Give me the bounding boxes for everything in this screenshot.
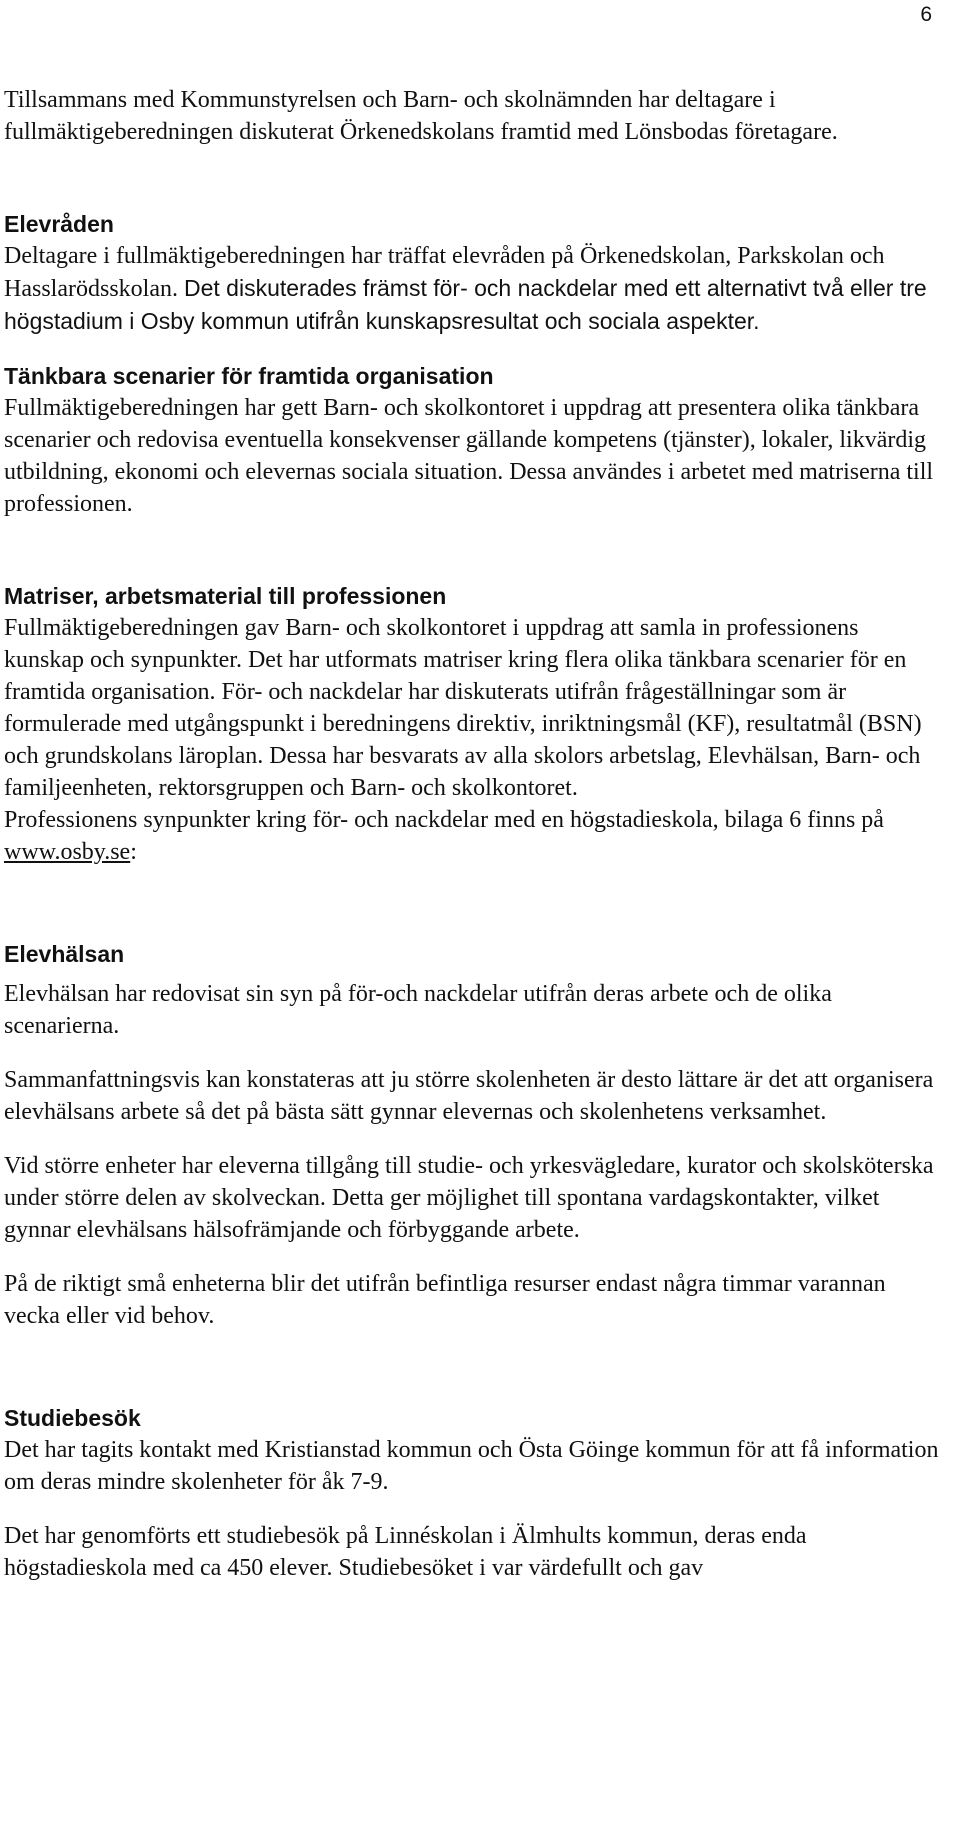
spacer bbox=[4, 1332, 944, 1402]
section-heading-elevraden: Elevråden bbox=[4, 211, 114, 237]
spacer bbox=[4, 1042, 944, 1064]
section-scenarier bbox=[4, 360, 944, 520]
section-elevraden bbox=[4, 208, 944, 338]
matriser-attachment-paragraph bbox=[4, 804, 944, 868]
section-studiebesok bbox=[4, 1402, 944, 1584]
studiebesok-paragraph-2: Det har genomförts ett studiebesök på Linnéskolan i Älmhults kommun, deras enda högstadieskola med ca 450 elever. Studiebesöket i var värdefullt och gav bbox=[4, 1523, 807, 1581]
elevraden-text-sans: Det diskuterades främst för- och nackdelar med ett alternativt två eller tre högstadium i Osby kommun utifrån kunskapsresultat och sociala aspekter. bbox=[4, 275, 927, 334]
elevhalsan-paragraph-1: Elevhälsan har redovisat sin syn på för-och nackdelar utifrån deras arbete och de olika scenarierna. bbox=[4, 981, 832, 1039]
elevhalsan-paragraph-4: På de riktigt små enheterna blir det utifrån befintliga resurser endast några timmar varannan vecka eller vid behov. bbox=[4, 1271, 886, 1329]
studiebesok-paragraph-1: Det har tagits kontakt med Kristianstad kommun och Östa Göinge kommun för att få information om deras mindre skolenheter för åk 7-9. bbox=[4, 1437, 939, 1495]
spacer bbox=[4, 520, 944, 580]
osby-website-link[interactable]: www.osby.se bbox=[4, 839, 131, 865]
elevhalsan-paragraph-2: Sammanfattningsvis kan konstateras att ju större skolenheten är desto lättare är det att organisera elevhälsans arbete så det på bästa sätt gynnar elevernas och skolenhetens verksamhet. bbox=[4, 1067, 934, 1125]
spacer bbox=[4, 338, 944, 360]
intro-paragraph: Tillsammans med Kommunstyrelsen och Barn- och skolnämnden har deltagare i fullmäktigeberedningen diskuterat Örkenedskolans framtid med Lönsbodas företagare. bbox=[4, 87, 838, 145]
section-heading-elevhalsan: Elevhälsan bbox=[4, 941, 125, 967]
spacer bbox=[4, 868, 944, 938]
spacer bbox=[4, 1246, 944, 1268]
spacer bbox=[4, 148, 944, 208]
section-matriser bbox=[4, 580, 944, 868]
matriser-attachment-suffix: : bbox=[130, 839, 137, 865]
section-elevhalsan bbox=[4, 938, 944, 1332]
matriser-attachment-text: Professionens synpunkter kring för- och nackdelar med en högstadieskola, bilaga 6 finns på bbox=[4, 807, 884, 833]
spacer bbox=[4, 970, 944, 978]
matriser-paragraph: Fullmäktigeberedningen gav Barn- och skolkontoret i uppdrag att samla in professionens kunskap och synpunkter. Det har utformats matriser kring flera olika tänkbara scenarier för en framtida organisation. För- och nackdelar har diskuterats utifrån frågeställningar som är formulerade med utgångspunkt i beredningens direktiv, inriktningsmål (KF), resultatmål (BSN) och grundskolans läroplan. Dessa har besvarats av alla skolors arbetslag, Elevhälsan, Barn- och familjeenheten, rektorsgruppen och Barn- och skolkontoret. bbox=[4, 615, 922, 801]
spacer bbox=[4, 1498, 944, 1520]
scenarier-paragraph: Fullmäktigeberedningen har gett Barn- och skolkontoret i uppdrag att presentera olika tänkbara scenarier och redovisa eventuella konsekvenser gällande kompetens (tjänster), lokaler, likvärdig utbildning, ekonomi och elevernas sociala situation. Dessa användes i arbetet med matriserna till professionen. bbox=[4, 395, 934, 517]
section-heading-scenarier: Tänkbara scenarier för framtida organisation bbox=[4, 363, 494, 389]
page-number: 6 bbox=[920, 3, 932, 26]
section-heading-studiebesok: Studiebesök bbox=[4, 1405, 141, 1431]
document-body bbox=[4, 84, 944, 1584]
elevraden-paragraph bbox=[4, 240, 944, 338]
elevhalsan-paragraph-3: Vid större enheter har eleverna tillgång till studie- och yrkesvägledare, kurator och skolsköterska under större delen av skolveckan. Detta ger möjlighet till spontana vardagskontakter, vilket gynnar elevhälsans hälsofrämjande och förbyggande arbete. bbox=[4, 1153, 934, 1243]
elevraden-text-serif: Deltagare i fullmäktigeberedningen har träffat elevråden på Örkenedskolan, Parkskolan och Hasslarödsskolan. bbox=[4, 243, 885, 302]
spacer bbox=[4, 1128, 944, 1150]
section-heading-matriser: Matriser, arbetsmaterial till professionen bbox=[4, 583, 447, 609]
